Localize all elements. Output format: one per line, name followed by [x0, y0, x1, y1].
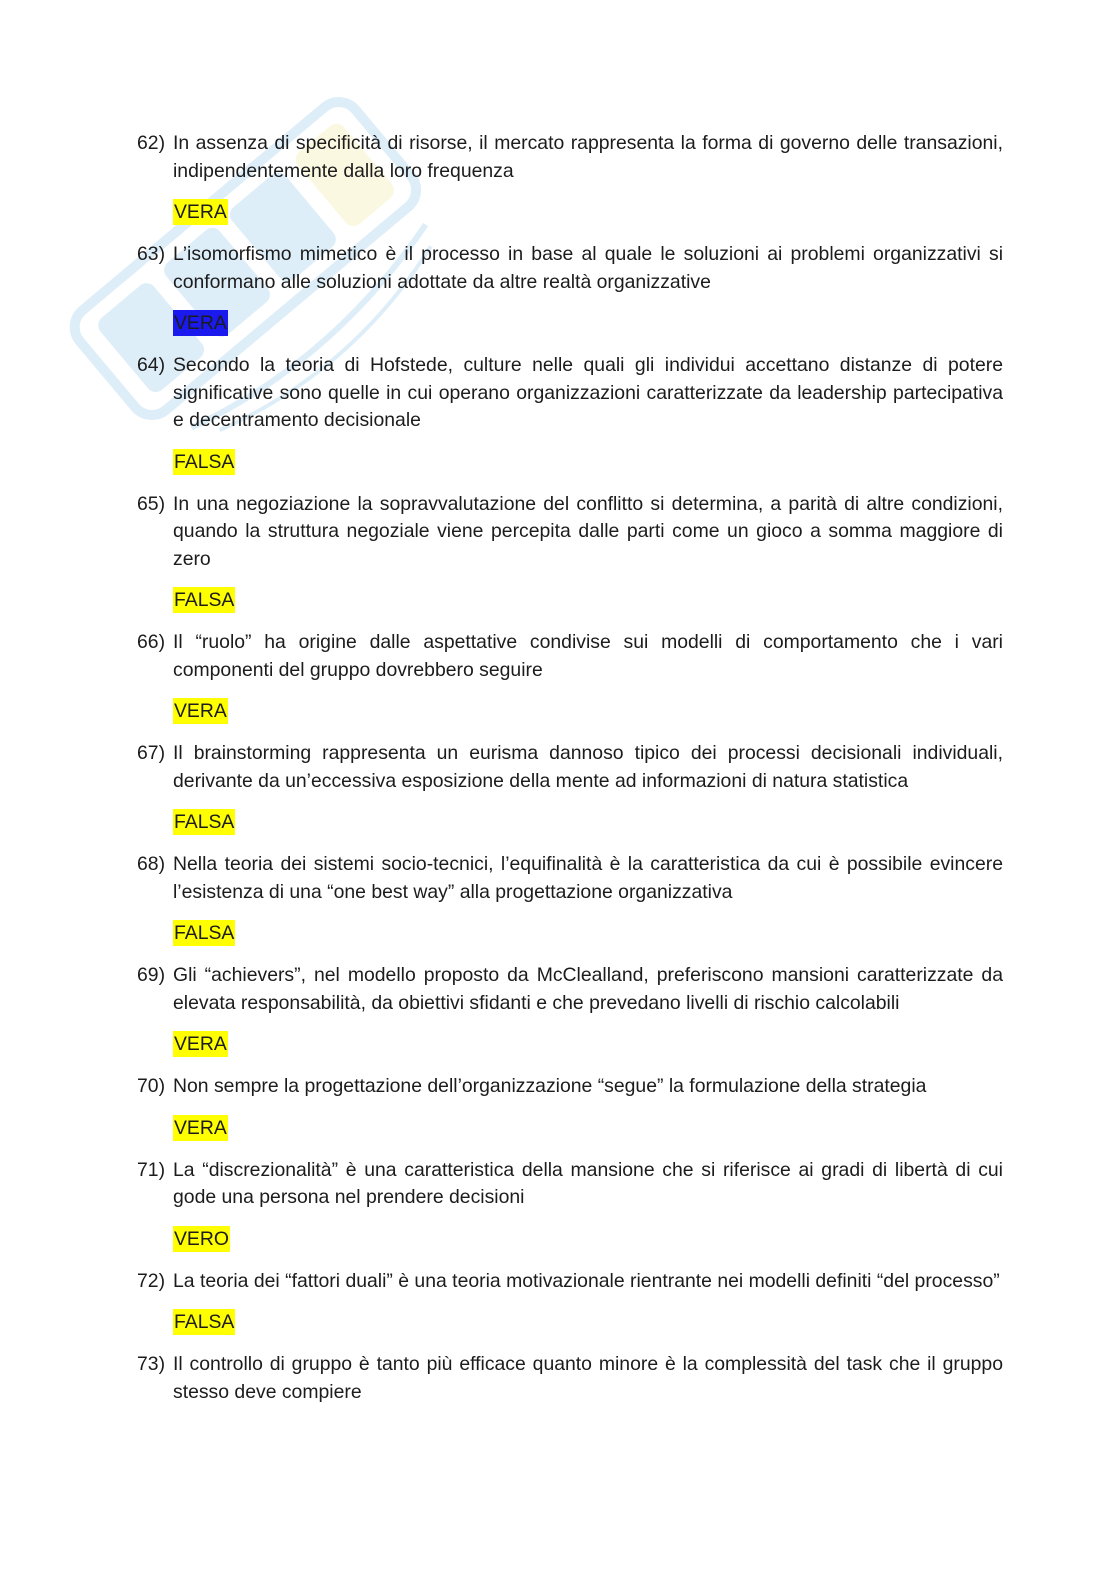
question-item [137, 629, 1003, 726]
question-item [137, 241, 1003, 338]
answer-row [137, 809, 1003, 837]
question-row [137, 491, 1003, 574]
question-number: 69) [137, 964, 166, 986]
question-number: 64) [137, 354, 166, 376]
question-row [137, 1073, 1003, 1101]
question-row [137, 1351, 1003, 1406]
answer-highlight: VERA [174, 700, 227, 722]
question-item [137, 491, 1003, 616]
answer-highlight: FALSA [174, 450, 235, 473]
question-item [137, 1351, 1003, 1406]
question-number: 67) [137, 742, 166, 764]
question-number: 70) [137, 1075, 166, 1097]
answer-highlight: FALSA [174, 1311, 235, 1333]
question-number: 65) [137, 492, 166, 515]
question-item [137, 1268, 1003, 1338]
question-item [137, 352, 1003, 477]
answer-row [137, 1226, 1003, 1254]
question-row [137, 241, 1003, 296]
answer-highlight: VERA [174, 1116, 227, 1139]
question-row [137, 130, 1003, 185]
question-list [137, 130, 1003, 1420]
question-number: 73) [137, 1353, 166, 1375]
answer-row [137, 587, 1003, 615]
question-number: 63) [137, 243, 166, 265]
answer-row [137, 1031, 1003, 1059]
question-row [137, 1157, 1003, 1212]
answer-highlight: VERA [174, 201, 227, 223]
answer-row [137, 920, 1003, 948]
question-text: Nella teoria dei sistemi socio-tecnici, l’equifinalità è la caratteristica da cui è possibile evincere l’esistenza di una “one best way” alla progettazione organizzativa [173, 853, 1003, 903]
question-item [137, 740, 1003, 837]
question-text: Gli “achievers”, nel modello proposto da McClealland, preferiscono mansioni caratterizzate da elevata responsabilità, da obiettivi sfidanti e che prevedano livelli di rischio calcolabili [173, 964, 1003, 1014]
question-text: Il controllo di gruppo è tanto più efficace quanto minore è la complessità del task che il gruppo stesso deve compiere [173, 1353, 1003, 1403]
question-number: 71) [137, 1158, 166, 1181]
answer-highlight: FALSA [174, 589, 235, 611]
question-item [137, 1157, 1003, 1254]
answer-highlight: FALSA [174, 922, 235, 944]
question-number: 62) [137, 132, 166, 154]
answer-row [137, 449, 1003, 477]
answer-highlight: VERA [174, 1033, 227, 1055]
question-row [137, 1268, 1003, 1296]
question-number: 68) [137, 853, 166, 875]
question-text: Secondo la teoria di Hofstede, culture nelle quali gli individui accettano distanze di potere significative sono quelle in cui operano organizzazioni caratterizzate da leadership partecipativa e decentramento decisionale [173, 354, 1003, 431]
answer-row [137, 199, 1003, 227]
question-text: Il brainstorming rappresenta un eurisma dannoso tipico dei processi decisionali individuali, derivante da un’eccessiva esposizione della mente ad informazioni di natura statistica [173, 742, 1003, 792]
question-number: 72) [137, 1269, 166, 1292]
question-item [137, 1073, 1003, 1143]
question-item [137, 962, 1003, 1059]
question-row [137, 629, 1003, 684]
question-item [137, 851, 1003, 948]
question-number: 66) [137, 631, 166, 653]
answer-highlight: VERO [174, 1227, 229, 1250]
answer-row [137, 1309, 1003, 1337]
question-row [137, 352, 1003, 435]
question-text: La “discrezionalità” è una caratteristica della mansione che si riferisce ai gradi di libertà di cui gode una persona nel prendere decisioni [173, 1158, 1003, 1208]
question-text: Non sempre la progettazione dell’organizzazione “segue” la formulazione della strategia [173, 1075, 927, 1097]
answer-highlight: FALSA [174, 811, 235, 833]
question-text: L’isomorfismo mimetico è il processo in base al quale le soluzioni ai problemi organizzativi si conformano alle soluzioni adottate da altre realtà organizzative [173, 243, 1003, 293]
question-text: In una negoziazione la sopravvalutazione del conflitto si determina, a parità di altre condizioni, quando la struttura negoziale viene percepita dalle parti come un gioco a somma maggiore di zero [173, 492, 1003, 570]
answer-highlight: VERA [174, 312, 227, 334]
question-item [137, 130, 1003, 227]
question-text: La teoria dei “fattori duali” è una teoria motivazionale rientrante nei modelli definiti “del processo” [173, 1269, 1000, 1292]
question-row [137, 962, 1003, 1017]
question-text: In assenza di specificità di risorse, il mercato rappresenta la forma di governo delle transazioni, indipendentemente dalla loro frequenza [173, 132, 1003, 182]
answer-row [137, 698, 1003, 726]
question-row [137, 740, 1003, 795]
question-text: Il “ruolo” ha origine dalle aspettative condivise sui modelli di comportamento che i vari componenti del gruppo dovrebbero seguire [173, 631, 1003, 681]
answer-row [137, 310, 1003, 338]
answer-row [137, 1115, 1003, 1143]
question-row [137, 851, 1003, 906]
